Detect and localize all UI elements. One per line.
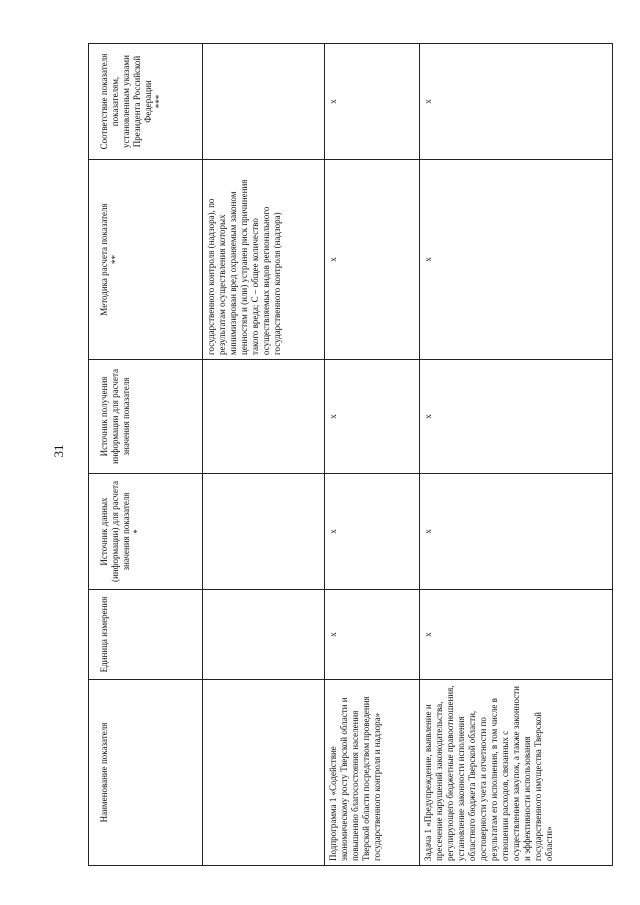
cell-empty [203,590,325,680]
header-data-source: Источник данных (информации) для расчета значения показателя * [89,474,203,590]
cell-data-source: x [420,474,613,590]
page-number: 31 [51,444,66,458]
cell-unit: x [325,590,420,680]
cell-compliance: x [325,44,420,160]
table-row [420,44,613,866]
cell-empty [203,680,325,866]
cell-data-source: x [325,474,420,590]
header-info-source: Источник получения информации для расчета значения показателя [89,360,203,474]
cell-empty [203,360,325,474]
cell-method-continuation: государственного контроля (надзора), по результатам осуществления которых минимизирован вред охраняемым законом ценностям и (или) устранен риск причинения такого вреда; C – общее количество осуществляемых видов регионального государственного контроля (надзора) [203,160,325,360]
header-method: Методика расчета показателя ** [89,160,203,360]
table-row [325,44,420,866]
cell-compliance: x [420,44,613,160]
cell-method: x [420,160,613,360]
indicator-table-rotated [88,44,612,866]
table-header-row [89,44,203,866]
cell-name: Подпрограмма 1 «Содействие экономическому росту Тверской области и повышению благосостояния населения Тверской области посредством проведения государственного контроля и надзора» [325,680,420,866]
header-name: Наименование показателя [89,680,203,866]
header-compliance-mark: *** [154,94,164,109]
cell-empty [203,474,325,590]
header-method-mark: ** [110,255,120,264]
cell-empty [203,44,325,160]
header-compliance: Соответствие показателя показателям, установленным указами Президента Российской Федерации *** [89,44,203,160]
indicator-table [88,43,613,866]
header-data-source-mark: * [132,529,142,534]
cell-info-source: x [420,360,613,474]
table-row-continuation [203,44,325,866]
cell-name: Задача 1 «Предупреждение, выявление и пресечение нарушений законодательства, регулирующего бюджетные правоотношения, установление законности исполнения областного бюджета Тверской области, достоверности учета и отчетности по результатам его исполнения, в том числе в отношении расходов, связанных с осуществлением закупок, а также законности и эффективности использования государственного имущества Тверской области» [420,680,613,866]
cell-unit: x [420,590,613,680]
cell-method: x [325,160,420,360]
header-unit: Единица измерения [89,590,203,680]
cell-info-source: x [325,360,420,474]
